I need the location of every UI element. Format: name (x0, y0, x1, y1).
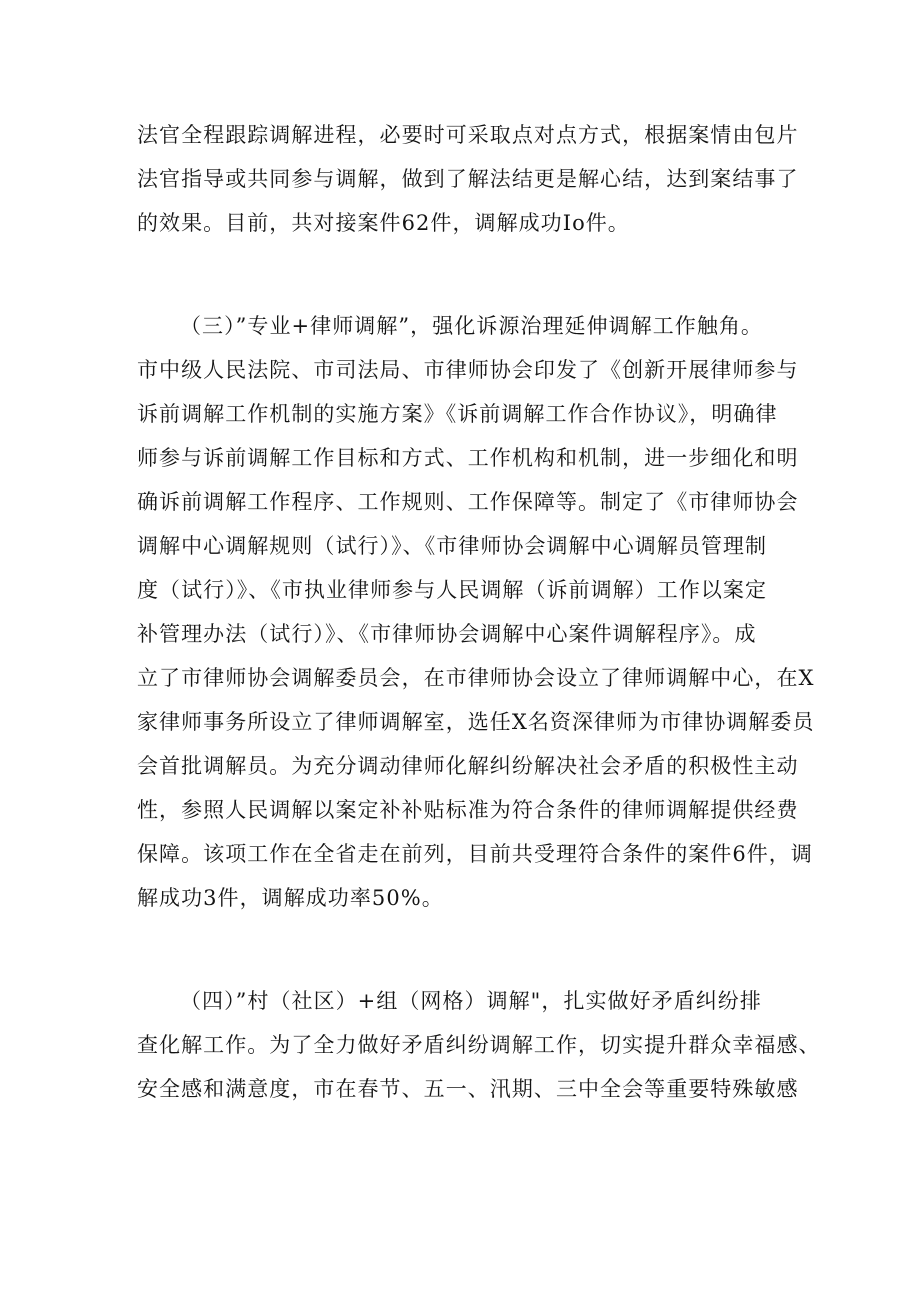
paragraph-2-line-9: 立了市律师协会调解委员会，在市律师协会设立了律师调解中心，在X (137, 666, 815, 690)
paragraph-2-line-7: 度（试行）》、《市执业律师参与人民调解（诉前调解）工作以案定 (137, 578, 767, 602)
paragraph-1-line-2: 法官指导或共同参与调解，做到了解法结更是解心结，达到案结事了 (137, 167, 799, 191)
paragraph-2-line-10: 家律师事务所设立了律师调解室，选任X名资深律师为市律协调解委员 (137, 710, 815, 734)
paragraph-2-line-2: 市中级人民法院、市司法局、市律师协会印发了《创新开展律师参与 (137, 358, 799, 382)
paragraph-2-line-12: 性，参照人民调解以案定补补贴标准为符合条件的律师调解提供经费 (137, 798, 799, 822)
paragraph-3-line-3: 安全感和满意度，市在春节、五一、汛期、三中全会等重要特殊敏感 (137, 1077, 799, 1101)
paragraph-3-heading: （四）”村（社区）+组（网格）调解"，扎实做好矛盾纠纷排 (180, 989, 762, 1013)
paragraph-3-line-2: 查化解工作。为了全力做好矛盾纠纷调解工作，切实提升群众幸福感、 (137, 1033, 821, 1057)
paragraph-2-line-14: 解成功3件，调解成功率50%。 (137, 886, 444, 910)
paragraph-2-line-4: 师参与诉前调解工作目标和方式、工作机构和机制，进一步细化和明 (137, 446, 799, 470)
paragraph-2-line-13: 保障。该项工作在全省走在前列，目前共受理符合条件的案件6件，调 (137, 842, 813, 866)
paragraph-2-line-6: 调解中心调解规则（试行）》、《市律师协会调解中心调解员管理制 (137, 534, 767, 558)
paragraph-2-line-8: 补管理办法（试行）》、《市律师协会调解中心案件调解程序》。成 (137, 622, 757, 646)
paragraph-2-line-5: 确诉前调解工作程序、工作规则、工作保障等。制定了《市律师协会 (137, 490, 799, 514)
paragraph-1-line-1: 法官全程跟踪调解进程，必要时可采取点对点方式，根据案情由包片 (137, 123, 799, 147)
paragraph-2-heading: （三）”专业+律师调解”，强化诉源治理延伸调解工作触角。 (180, 314, 763, 338)
paragraph-1-line-3: 的效果。目前，共对接案件62件，调解成功Io件。 (137, 211, 630, 235)
paragraph-2-line-3: 诉前调解工作机制的实施方案》《诉前调解工作合作协议》，明确律 (137, 402, 778, 426)
paragraph-2-line-11: 会首批调解员。为充分调动律师化解纠纷解决社会矛盾的积极性主动 (137, 754, 799, 778)
